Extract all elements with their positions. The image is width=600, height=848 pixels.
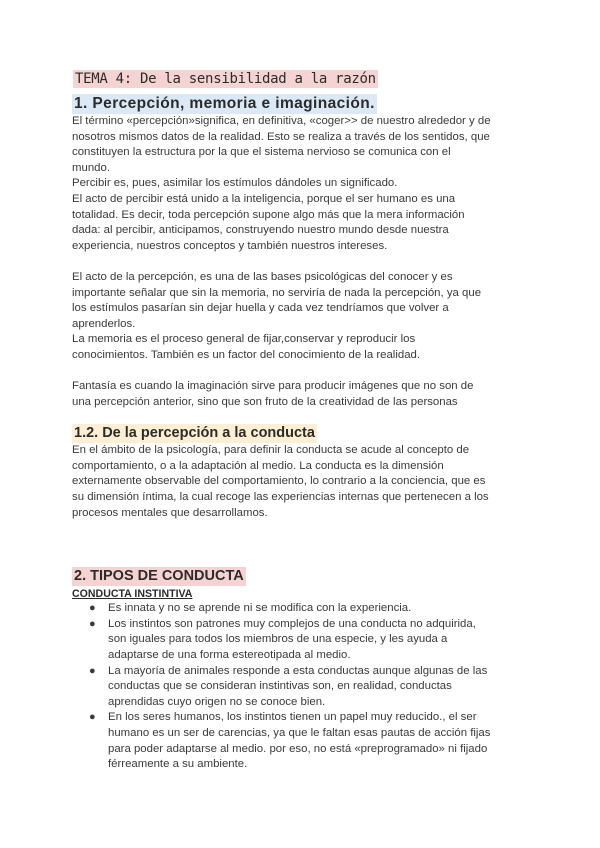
paragraph-line: mundo. bbox=[72, 161, 110, 174]
paragraph-line: externamente observable del comportamiento, lo contrario a la conciencia, que es bbox=[72, 475, 486, 488]
bullet-icon: ● bbox=[89, 617, 96, 630]
paragraph-line: El acto de la percepción, es una de las bases psicológicas del conocer y es bbox=[72, 270, 453, 283]
paragraph-line: El término «percepción»significa, en definitiva, «coger>> de nuestro alrededor y de bbox=[72, 115, 491, 127]
list-item-line: aprendidas cuyo origen no se conoce bien. bbox=[108, 695, 326, 708]
paragraph-line: aprenderlos. bbox=[72, 317, 136, 330]
list-item-line: En los seres humanos, los instintos tienen un papel muy reducido., el ser bbox=[108, 711, 477, 724]
paragraph-line: Fantasía es cuando la imaginación sirve para producir imágenes que no son de bbox=[72, 380, 474, 393]
paragraph-line: El acto de percibir está unido a la inteligencia, porque el ser humano es una bbox=[72, 192, 456, 205]
section-1-body-a bbox=[72, 114, 532, 254]
section-1-body-b bbox=[72, 270, 532, 364]
paragraph-line: totalidad. Es decir, toda percepción supone algo más que la mera información bbox=[72, 208, 465, 221]
spacer bbox=[72, 254, 532, 270]
list-item-line: para poder adaptarse al medio. por eso, no está «preprogramado» ni fijado bbox=[108, 742, 488, 755]
paragraph-line: comportamiento, o a la adaptación al medio. La conducta es la dimensión bbox=[72, 459, 444, 472]
list-item-line: conductas que se consideran instintivas son, en realidad, conductas bbox=[108, 680, 452, 693]
bullet-list bbox=[72, 601, 532, 773]
conducta-instintiva-subheading: CONDUCTA INSTINTIVA bbox=[72, 588, 193, 601]
document-page bbox=[72, 70, 532, 773]
section-2-heading: 2. TIPOS DE CONDUCTA bbox=[74, 568, 244, 585]
paragraph-line: nosotros mismos datos de la realidad. Esto se realiza a través de los sentidos, que bbox=[72, 130, 490, 143]
paragraph-line: experiencia, nuestros conceptos y también nuestros intereses. bbox=[72, 239, 388, 252]
list-item-line: humano es un ser de carencias, ya que le faltan esas pautas de acción fijas bbox=[108, 727, 491, 739]
tema-title: TEMA 4: De la sensibilidad a la razón bbox=[75, 71, 376, 87]
list-item-line: La mayoría de animales responde a esta conductas aunque algunas de las bbox=[108, 664, 488, 677]
paragraph-line: una percepción anterior, sino que son fruto de la creatividad de las personas bbox=[72, 395, 458, 408]
list-item bbox=[72, 664, 532, 711]
list-item-line: adaptarse de una forma estereotipada al medio. bbox=[108, 649, 351, 662]
paragraph-line: procesos mentales que desarrollamos. bbox=[72, 506, 268, 519]
bullet-icon: ● bbox=[89, 602, 96, 615]
paragraph-line: Percibir es, pues, asimilar los estímulos dándoles un significado. bbox=[72, 177, 398, 190]
list-item bbox=[72, 710, 532, 772]
list-item bbox=[72, 617, 532, 664]
paragraph-line: los estímulos pasarían sin dejar huella y cada vez tendríamos que volver a bbox=[72, 302, 449, 315]
list-item bbox=[72, 601, 532, 617]
paragraph-line: constituyen la estructura por la que el sistema nervioso se comunica con el bbox=[72, 146, 451, 159]
paragraph-line: dada: al percibir, anticipamos, construyendo nuestro mundo desde nuestra bbox=[72, 224, 449, 237]
list-item-line: Es innata y no se aprende ni se modifica con la experiencia. bbox=[108, 602, 412, 615]
bullet-icon: ● bbox=[89, 664, 96, 677]
paragraph-line: importante señalar que sin la memoria, no serviría de nada la percepción, ya que bbox=[72, 286, 482, 299]
section-1-2-body bbox=[72, 443, 532, 521]
bullet-icon: ● bbox=[89, 711, 96, 724]
list-item-line: Los instintos son patrones muy complejos de una conducta no adquirida, bbox=[108, 617, 476, 630]
list-item-line: férreamente a su ambiente. bbox=[108, 758, 248, 771]
section-1-body-c bbox=[72, 379, 532, 410]
list-item-line: son iguales para todos los miembros de una especie, y les ayuda a bbox=[108, 633, 448, 646]
paragraph-line: En el ámbito de la psicología, para definir la conducta se acude al concepto de bbox=[72, 444, 470, 457]
spacer bbox=[72, 364, 532, 380]
section-1-2-heading: 1.2. De la percepción a la conducta bbox=[74, 425, 315, 442]
paragraph-line: La memoria es el proceso general de fijar,conservar y reproducir los bbox=[72, 333, 416, 346]
paragraph-line: conocimientos. También es un factor del conocimiento de la realidad. bbox=[72, 348, 421, 361]
section-1-heading: 1. Percepción, memoria e imaginación. bbox=[74, 95, 375, 112]
paragraph-line: su dimensión íntima, la cual recoge las experiencias internas que pertenecen a los bbox=[72, 491, 489, 504]
